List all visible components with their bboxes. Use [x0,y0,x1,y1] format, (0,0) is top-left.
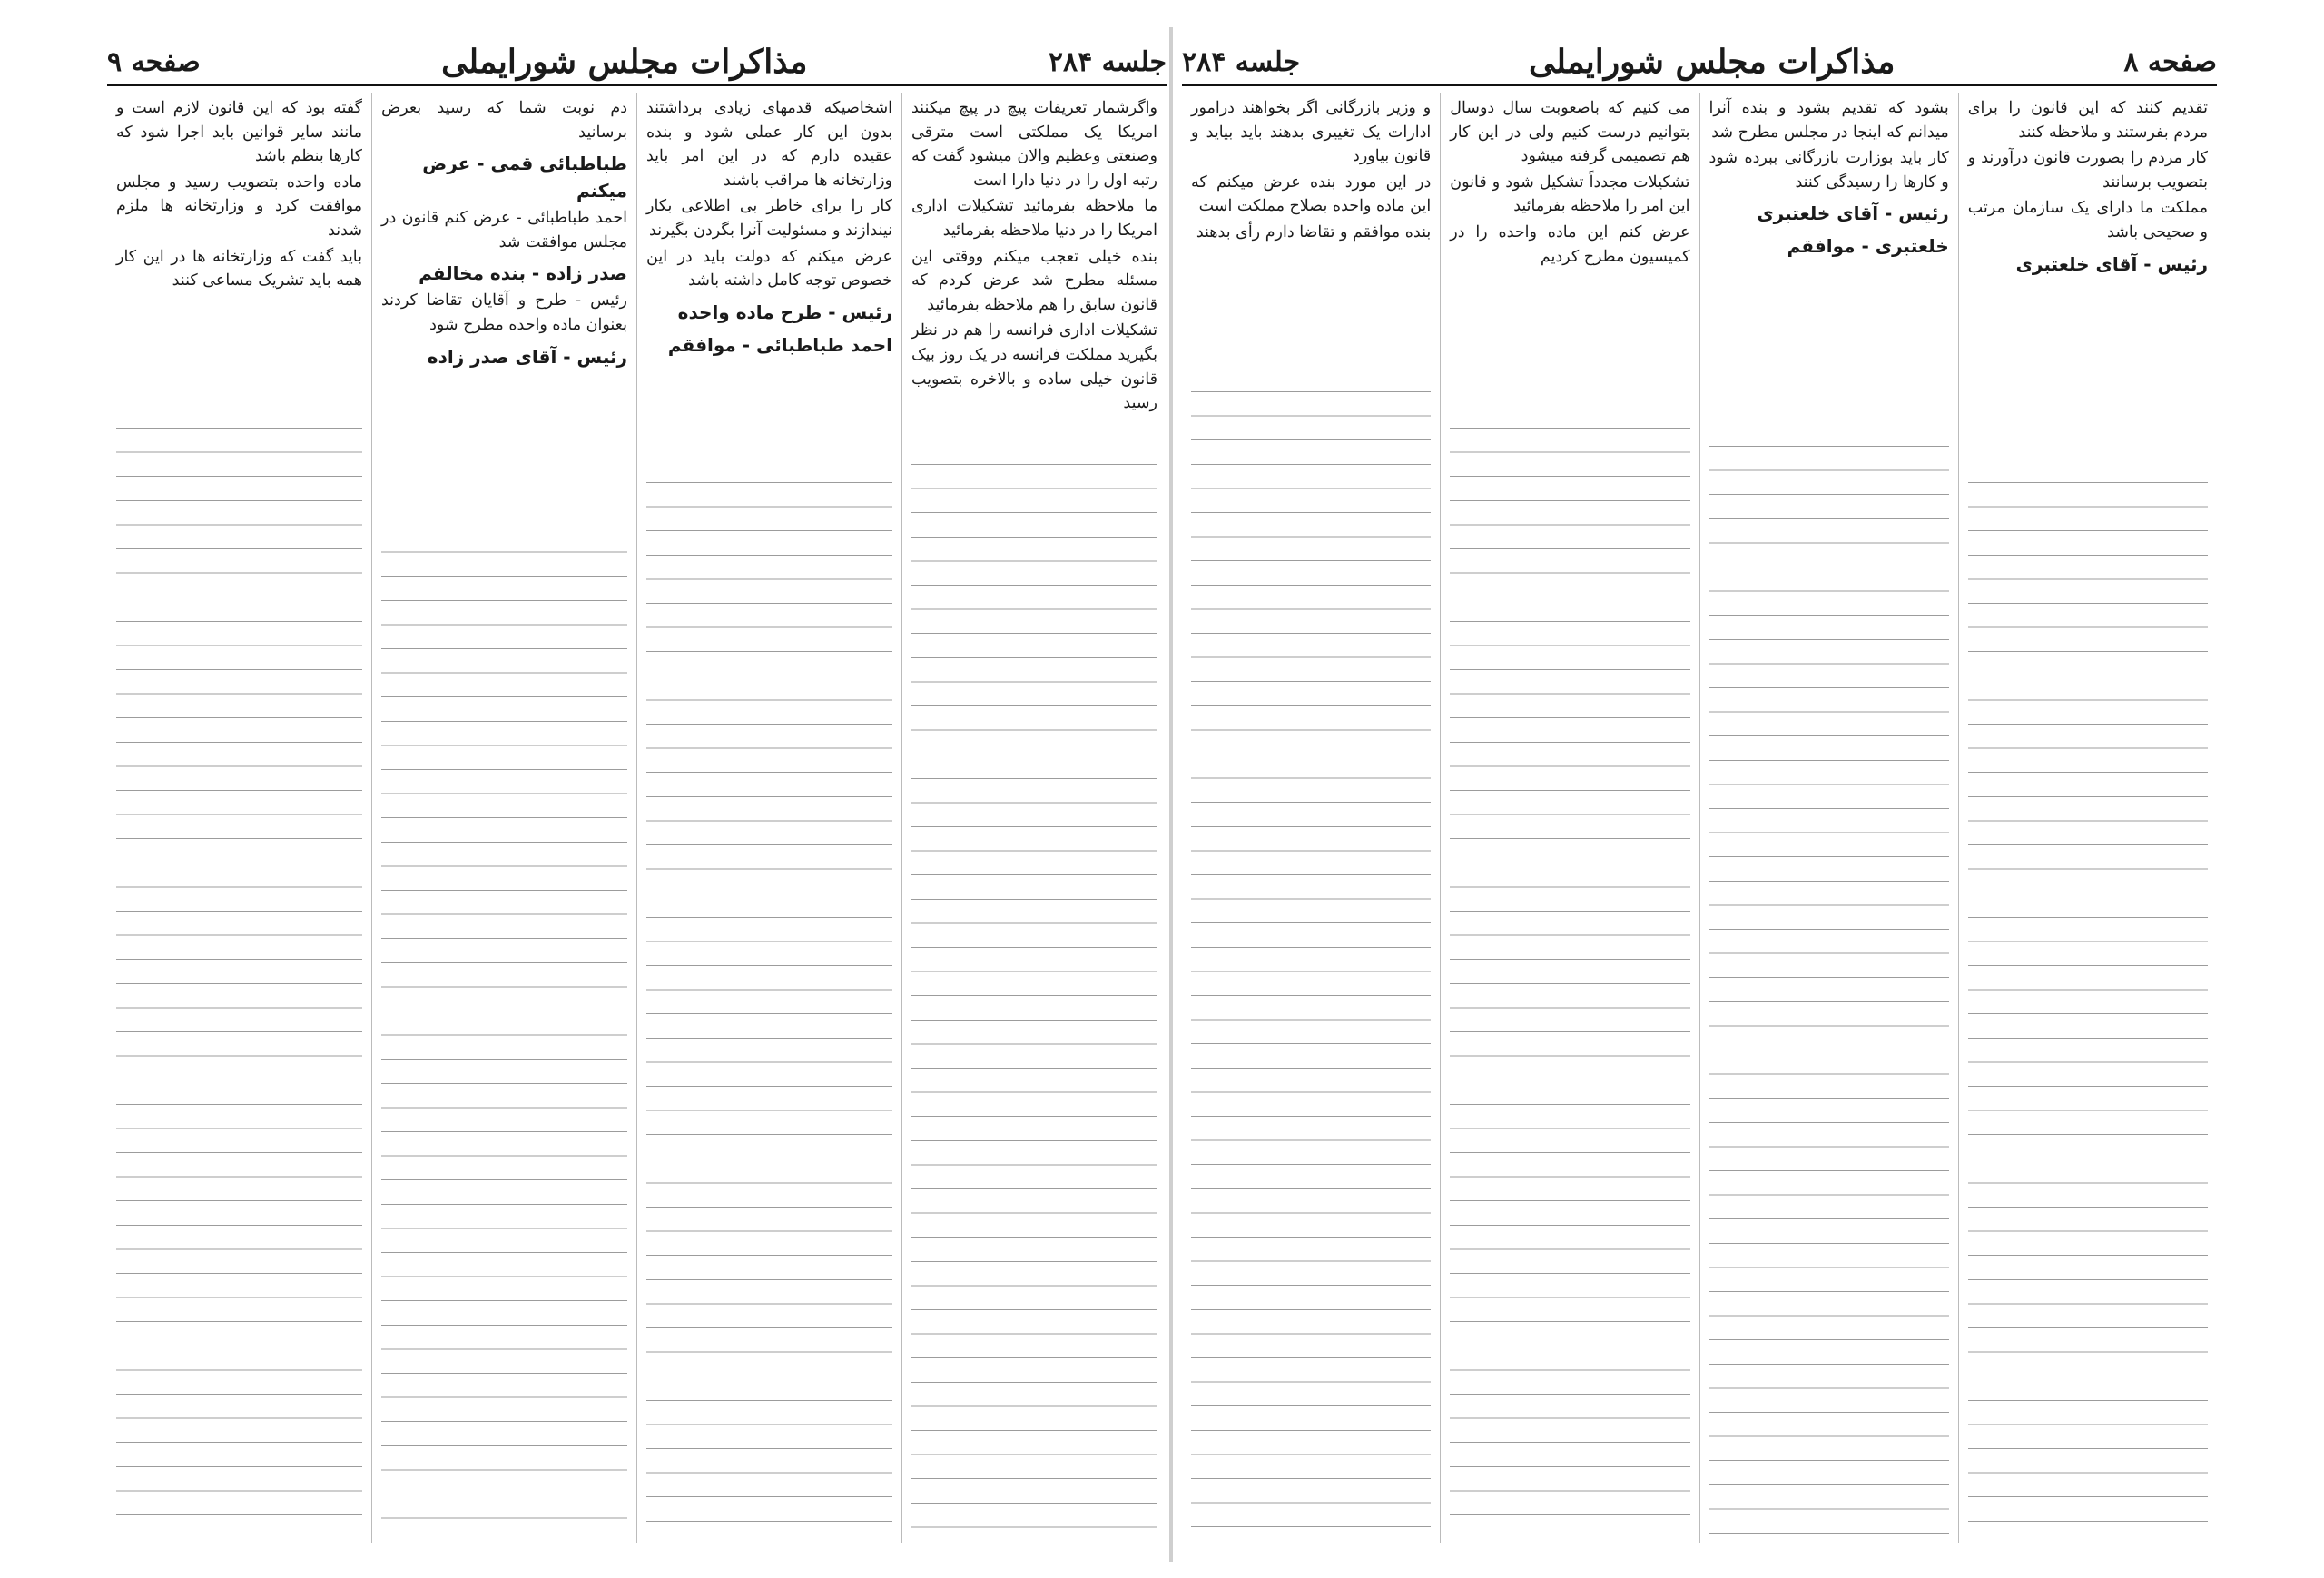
column [901,93,1167,1543]
paragraph: تشکیلات اداری فرانسه را هم در نظر بگیرید مملکت فرانسه در یک روز بیک قانون خیلی ساده و بالاخره بتصویب رسید [911,321,1157,413]
text-block-lines [1709,438,1949,1534]
paragraph: و وزیر بازرگانی اگر بخواهند درامور ادارات یک تغییری بدهند باید بیاید و قانون بیاورد [1191,99,1432,166]
right-page-columns [1182,93,2217,1543]
text-block-lines [1191,383,1431,1534]
speaker-heading: طباطبائی قمی - عرض میکنم [422,153,627,202]
speaker-heading: رئیس - آقای خلعتبری [1757,202,1949,225]
column [636,93,901,1543]
text-block-lines [116,419,362,1534]
paragraph: واگرشمار تعریفات پیچ در پیچ میکنند امریکا یک مملکتی است مترقی وصنعتی وعظیم والان میشود گفت که رتبه اول را در دنیا دارا است [911,99,1157,190]
paragraph: عرض میکنم که دولت باید در این خصوص توجه کامل داشته باشد [646,247,892,291]
paragraph: عرض کنم این ماده واحده را در کمیسیون مطرح کردیم [1450,222,1690,266]
column [1958,93,2217,1543]
text-block-lines [911,456,1157,1534]
column [1699,93,1958,1543]
speaker-heading: رئیس - آقای خلعتبری [2015,252,2208,275]
text-block-lines [646,474,892,1534]
paragraph: گفته بود که این قانون لازم است و مانند سایر قوانین باید اجرا شود که کارها بنظم باشد [116,99,362,166]
page-number: صفحه ۸ [2123,45,2217,78]
paragraph: کار را برای خاطر بی اطلاعی بکار نیندازند و مسئولیت آنرا بگردن بگیرند [646,197,892,240]
speaker-heading: صدر زاده - بنده مخالفم [419,262,627,285]
paragraph: بنده موافقم و تقاضا دارم رأی بدهند [1196,222,1432,242]
page-title: مذاکرات مجلس شورایملی [441,43,808,81]
column [107,93,371,1543]
paragraph: باید گفت که وزارتخانه ها در این کار همه باید تشریک مساعی کنند [116,247,362,291]
paragraph: ما ملاحظه بفرمائید تشکیلات اداری امریکا را در دنیا ملاحظه بفرمائید [911,197,1157,240]
page-number: صفحه ۹ [107,45,201,78]
speaker-heading: خلعتبری - موافقم [1787,235,1949,258]
speaker-heading: احمد طباطبائی - موافقم [667,333,892,356]
paragraph: تقدیم کنند که این قانون را برای مردم بفرستند و ملاحظه کنند [1967,99,2208,142]
paragraph: کار مردم را بصورت قانون درآورند و بتصویب برسانند [1967,149,2208,192]
right-page [1182,40,2217,1543]
text-block-lines [1968,474,2208,1534]
right-page-header [1182,40,2217,86]
left-page [107,40,1167,1543]
speaker-heading: رئیس - آقای صدر زاده [427,345,627,368]
paragraph: اشخاصیکه قدمهای زیادی برداشتند بدون این کار عملی شود و بنده عقیده دارم که در این امر باید وزارتخانه ها مراقب باشند [646,99,892,190]
left-page-header [107,40,1167,86]
page-gutter [1169,27,1173,1562]
paragraph: ماده واحده بتصویب رسید و مجلس موافقت کرد و وزارتخانه ها ملزم شدند [116,173,362,240]
paragraph: بنده خیلی تعجب میکنم ووقتی این مسئله مطرح شد عرض کردم که قانون سابق را هم ملاحظه بفرمائید [911,247,1157,314]
column [1440,93,1699,1543]
text-block-lines [381,519,627,1534]
speaker-heading: رئیس - طرح ماده واحده [677,301,892,323]
column [1182,93,1440,1543]
paragraph: رئیس - طرح و آقایان تقاضا کردند بعنوان ماده واحده مطرح شود [381,291,627,334]
paragraph: مملکت ما دارای یک سازمان مرتب و صحیحی باشد [1967,199,2208,242]
paragraph: احمد طباطبائی - عرض کنم قانون در مجلس موافقت شد [381,209,627,251]
page-title: مذاکرات مجلس شورایملی [1529,43,1896,81]
paragraph: تشکیلات مجدداً تشکیل شود و قانون این امر را ملاحظه بفرمائید [1450,173,1690,216]
paragraph: می کنیم که باصعوبت سال دوسال بتوانیم درست کنیم ولی در این کار هم تصمیمی گرفته میشود [1450,99,1690,166]
paragraph: دم نوبت شما که رسید بعرض برسانید [381,99,627,142]
left-page-columns [107,93,1167,1543]
paragraph: بشود که تقدیم بشود و بنده آنرا میدانم که اینجا در مجلس مطرح شد [1709,99,1949,142]
session-number: جلسه ۲۸۴ [1182,45,1301,78]
paragraph: کار باید بوزارت بازرگانی ببرده شود و کارها را رسیدگی کنند [1709,149,1949,192]
session-number: جلسه ۲۸۴ [1048,45,1167,78]
column [371,93,636,1543]
text-block-lines [1450,419,1689,1534]
paragraph: در این مورد بنده عرض میکنم که این ماده واحده بصلاح مملکت است [1191,173,1432,216]
